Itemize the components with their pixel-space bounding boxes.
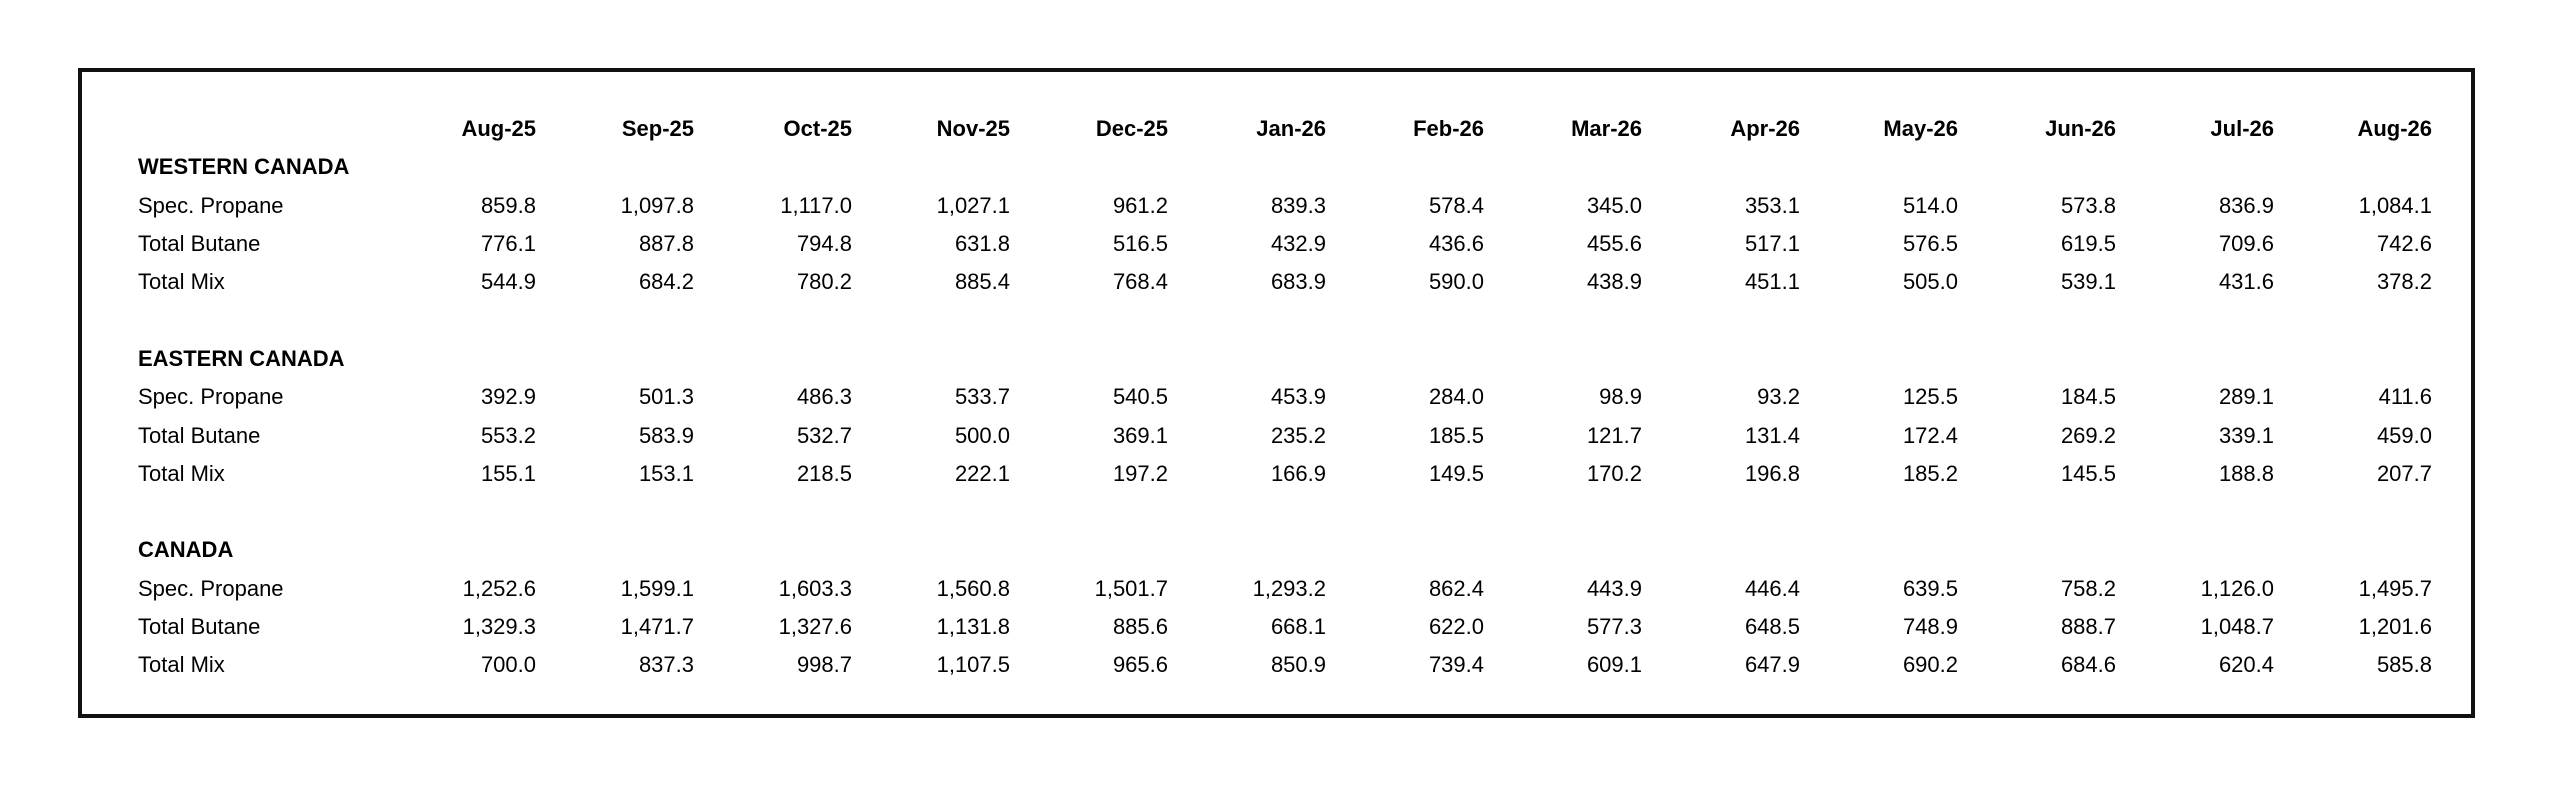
value-cell: 196.8 <box>1744 460 1800 486</box>
value-cell: 1,252.6 <box>462 575 536 601</box>
row-label: Total Butane <box>138 230 261 256</box>
value-cell: 345.0 <box>1586 192 1642 218</box>
value-cell: 1,131.8 <box>936 614 1010 640</box>
value-cell: 353.1 <box>1744 192 1800 218</box>
value-cell: 289.1 <box>2218 384 2274 410</box>
table-row <box>138 378 2432 416</box>
value-cell: 453.9 <box>1270 384 1326 410</box>
row-label: Total Mix <box>138 269 225 295</box>
section-spacer <box>138 493 2432 531</box>
month-header: Aug-26 <box>2357 116 2432 141</box>
month-header: Nov-25 <box>936 116 1010 141</box>
value-cell: 609.1 <box>1586 652 1642 678</box>
month-header: Jan-26 <box>1256 116 1326 141</box>
value-cell: 1,560.8 <box>936 575 1010 601</box>
table-row <box>138 186 2432 224</box>
table-row <box>138 263 2432 301</box>
value-cell: 1,471.7 <box>620 614 694 640</box>
value-cell: 339.1 <box>2218 422 2274 448</box>
value-cell: 121.7 <box>1586 422 1642 448</box>
value-cell: 125.5 <box>1902 384 1958 410</box>
value-cell: 684.2 <box>638 269 694 295</box>
section-title: EASTERN CANADA <box>138 345 345 371</box>
value-cell: 517.1 <box>1744 230 1800 256</box>
value-cell: 836.9 <box>2218 192 2274 218</box>
value-cell: 1,201.6 <box>2358 614 2432 640</box>
section-spacer <box>138 302 2432 340</box>
value-cell: 432.9 <box>1270 230 1326 256</box>
row-label: Total Mix <box>138 460 225 486</box>
month-header: Apr-26 <box>1730 116 1800 141</box>
value-cell: 166.9 <box>1270 460 1326 486</box>
value-cell: 486.3 <box>796 384 852 410</box>
value-cell: 1,495.7 <box>2358 575 2432 601</box>
value-cell: 451.1 <box>1744 269 1800 295</box>
value-cell: 500.0 <box>954 422 1010 448</box>
value-cell: 837.3 <box>638 652 694 678</box>
value-cell: 748.9 <box>1902 614 1958 640</box>
section-heading-row <box>138 531 2432 569</box>
value-cell: 516.5 <box>1112 230 1168 256</box>
value-cell: 965.6 <box>1112 652 1168 678</box>
value-cell: 540.5 <box>1112 384 1168 410</box>
value-cell: 961.2 <box>1112 192 1168 218</box>
table-row <box>138 416 2432 454</box>
spacer-cell <box>138 493 2432 531</box>
value-cell: 131.4 <box>1744 422 1800 448</box>
table-row <box>138 646 2432 684</box>
value-cell: 235.2 <box>1270 422 1326 448</box>
month-header: Sep-25 <box>621 116 694 141</box>
value-cell: 455.6 <box>1586 230 1642 256</box>
value-cell: 668.1 <box>1270 614 1326 640</box>
row-label: Spec. Propane <box>138 192 284 218</box>
table-row <box>138 570 2432 608</box>
value-cell: 639.5 <box>1902 575 1958 601</box>
section-heading-filler <box>378 148 2432 186</box>
value-cell: 622.0 <box>1428 614 1484 640</box>
value-cell: 573.8 <box>2060 192 2116 218</box>
value-cell: 431.6 <box>2218 269 2274 295</box>
value-cell: 185.2 <box>1902 460 1958 486</box>
value-cell: 758.2 <box>2060 575 2116 601</box>
table-row <box>138 225 2432 263</box>
section-title: CANADA <box>138 537 234 563</box>
month-header-row <box>138 110 2432 148</box>
value-cell: 459.0 <box>2376 422 2432 448</box>
row-label: Spec. Propane <box>138 384 284 410</box>
month-header: Aug-25 <box>461 116 536 141</box>
value-cell: 739.4 <box>1428 652 1484 678</box>
value-cell: 438.9 <box>1586 269 1642 295</box>
value-cell: 532.7 <box>796 422 852 448</box>
value-cell: 185.5 <box>1428 422 1484 448</box>
month-header: Dec-25 <box>1095 116 1168 141</box>
month-header: Feb-26 <box>1413 116 1484 141</box>
value-cell: 533.7 <box>954 384 1010 410</box>
value-cell: 1,293.2 <box>1252 575 1326 601</box>
value-cell: 684.6 <box>2060 652 2116 678</box>
inventory-table <box>138 110 2432 685</box>
value-cell: 544.9 <box>480 269 536 295</box>
value-cell: 1,097.8 <box>620 192 694 218</box>
value-cell: 553.2 <box>480 422 536 448</box>
value-cell: 885.6 <box>1112 614 1168 640</box>
value-cell: 700.0 <box>480 652 536 678</box>
value-cell: 839.3 <box>1270 192 1326 218</box>
header-corner <box>138 110 378 148</box>
value-cell: 172.4 <box>1902 422 1958 448</box>
value-cell: 218.5 <box>796 460 852 486</box>
value-cell: 1,327.6 <box>778 614 852 640</box>
section-heading-row <box>138 340 2432 378</box>
table-row <box>138 608 2432 646</box>
value-cell: 184.5 <box>2060 384 2116 410</box>
value-cell: 411.6 <box>2378 384 2432 410</box>
value-cell: 885.4 <box>954 269 1010 295</box>
spacer-cell <box>138 302 2432 340</box>
value-cell: 392.9 <box>480 384 536 410</box>
value-cell: 585.8 <box>2376 652 2432 678</box>
value-cell: 590.0 <box>1428 269 1484 295</box>
month-header: Mar-26 <box>1571 116 1642 141</box>
value-cell: 153.1 <box>638 460 694 486</box>
value-cell: 576.5 <box>1902 230 1958 256</box>
value-cell: 709.6 <box>2218 230 2274 256</box>
month-header: Jun-26 <box>2045 116 2116 141</box>
month-header: Jul-26 <box>2210 116 2274 141</box>
month-header: May-26 <box>1883 116 1958 141</box>
value-cell: 998.7 <box>796 652 852 678</box>
value-cell: 1,084.1 <box>2358 192 2432 218</box>
value-cell: 887.8 <box>638 230 694 256</box>
table-row <box>138 455 2432 493</box>
value-cell: 514.0 <box>1902 192 1958 218</box>
value-cell: 683.9 <box>1270 269 1326 295</box>
value-cell: 436.6 <box>1428 230 1484 256</box>
value-cell: 505.0 <box>1902 269 1958 295</box>
value-cell: 1,027.1 <box>936 192 1010 218</box>
value-cell: 188.8 <box>2218 460 2274 486</box>
value-cell: 501.3 <box>638 384 694 410</box>
value-cell: 1,126.0 <box>2200 575 2274 601</box>
value-cell: 443.9 <box>1586 575 1642 601</box>
value-cell: 170.2 <box>1586 460 1642 486</box>
value-cell: 378.2 <box>2376 269 2432 295</box>
value-cell: 620.4 <box>2218 652 2274 678</box>
value-cell: 1,603.3 <box>778 575 852 601</box>
value-cell: 859.8 <box>480 192 536 218</box>
section-title: WESTERN CANADA <box>138 154 350 180</box>
row-label: Total Mix <box>138 652 225 678</box>
value-cell: 862.4 <box>1428 575 1484 601</box>
value-cell: 145.5 <box>2060 460 2116 486</box>
row-label: Spec. Propane <box>138 575 284 601</box>
value-cell: 888.7 <box>2060 614 2116 640</box>
value-cell: 1,329.3 <box>462 614 536 640</box>
value-cell: 577.3 <box>1586 614 1642 640</box>
value-cell: 207.7 <box>2376 460 2432 486</box>
value-cell: 648.5 <box>1744 614 1800 640</box>
value-cell: 155.1 <box>480 460 536 486</box>
value-cell: 1,117.0 <box>780 192 852 218</box>
section-heading-filler <box>378 531 2432 569</box>
value-cell: 269.2 <box>2060 422 2116 448</box>
value-cell: 1,107.5 <box>936 652 1010 678</box>
value-cell: 647.9 <box>1744 652 1800 678</box>
value-cell: 619.5 <box>2060 230 2116 256</box>
value-cell: 850.9 <box>1270 652 1326 678</box>
value-cell: 742.6 <box>2376 230 2432 256</box>
section-heading-row <box>138 148 2432 186</box>
section-heading-filler <box>378 340 2432 378</box>
month-header: Oct-25 <box>783 116 852 141</box>
value-cell: 369.1 <box>1112 422 1168 448</box>
value-cell: 1,501.7 <box>1094 575 1168 601</box>
row-label: Total Butane <box>138 422 261 448</box>
value-cell: 631.8 <box>954 230 1010 256</box>
value-cell: 690.2 <box>1902 652 1958 678</box>
value-cell: 780.2 <box>796 269 852 295</box>
value-cell: 197.2 <box>1112 460 1168 486</box>
table-body <box>138 148 2432 685</box>
value-cell: 539.1 <box>2060 269 2116 295</box>
value-cell: 1,048.7 <box>2200 614 2274 640</box>
value-cell: 284.0 <box>1428 384 1484 410</box>
value-cell: 776.1 <box>480 230 536 256</box>
value-cell: 149.5 <box>1428 460 1484 486</box>
value-cell: 222.1 <box>954 460 1010 486</box>
value-cell: 583.9 <box>638 422 694 448</box>
row-label: Total Butane <box>138 614 261 640</box>
value-cell: 93.2 <box>1757 384 1800 410</box>
value-cell: 98.9 <box>1599 384 1642 410</box>
value-cell: 768.4 <box>1112 269 1168 295</box>
value-cell: 446.4 <box>1744 575 1800 601</box>
value-cell: 794.8 <box>796 230 852 256</box>
value-cell: 1,599.1 <box>620 575 694 601</box>
value-cell: 578.4 <box>1428 192 1484 218</box>
